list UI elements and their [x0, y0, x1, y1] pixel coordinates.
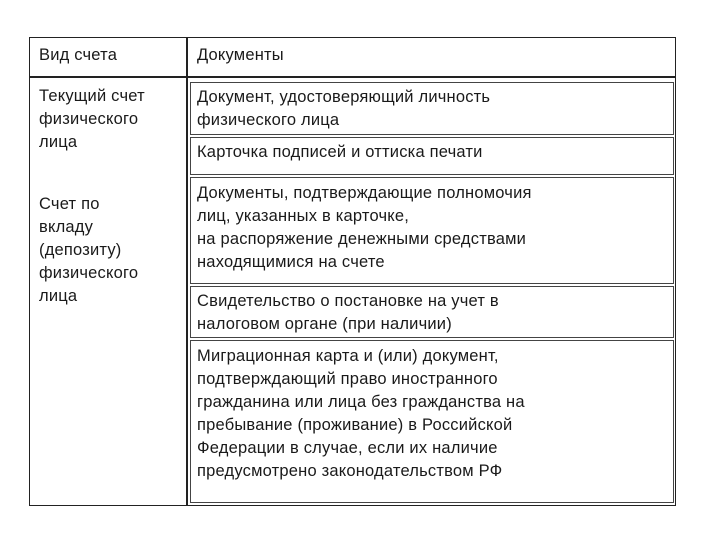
document-identity: Документ, удостоверяющий личность физического лица	[197, 88, 491, 129]
document-migration-card: Миграционная карта и (или) документ, подтверждающий право иностранного гражданина или лица без гражданства на пребывание (проживание) в Российской Федерации в случае, если их наличие предусмотрено законодательством РФ	[197, 347, 525, 480]
header-documents: Документы	[197, 46, 284, 64]
document-tax-certificate: Свидетельство о постановке на учет в налоговом органе (при наличии)	[197, 292, 499, 333]
column-divider	[186, 38, 188, 505]
documents-table	[29, 37, 676, 506]
header-account-type: Вид счета	[39, 46, 118, 64]
document-signature-card: Карточка подписей и оттиска печати	[197, 143, 483, 161]
header-divider	[30, 76, 675, 78]
account-type-current: Текущий счет физического лица	[39, 87, 145, 151]
account-type-deposit: Счет по вкладу (депозиту) физического лица	[39, 195, 139, 305]
document-authority: Документы, подтверждающие полномочия лиц, указанных в карточке, на распоряжение денежными средствами находящимися на счете	[197, 184, 532, 271]
